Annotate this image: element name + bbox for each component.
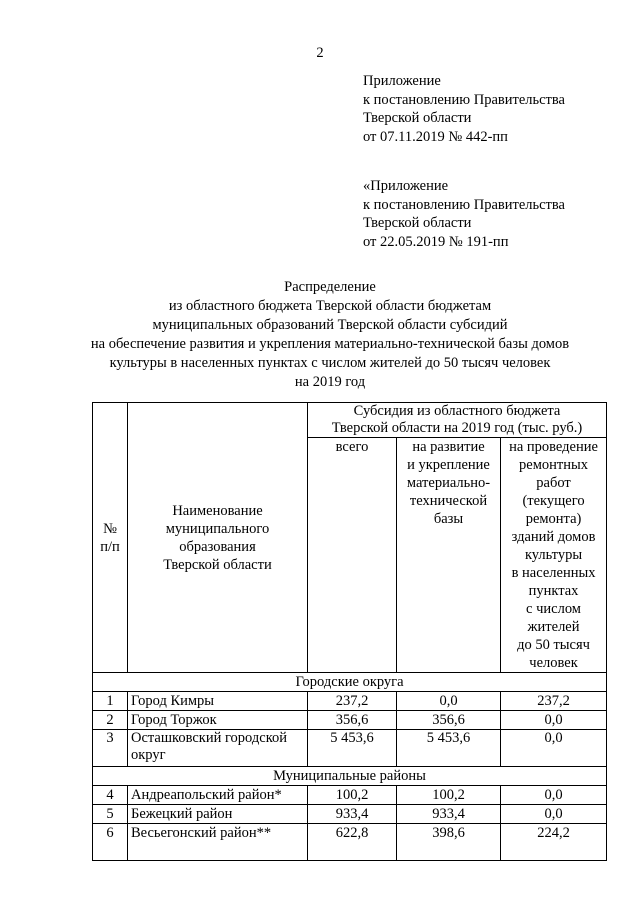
cell-number: 1: [93, 692, 128, 711]
title-line: муниципальных образований Тверской области субсидий: [152, 317, 508, 333]
appendix-line: к постановлению Правительства: [363, 91, 565, 108]
header-municipality: [128, 403, 308, 673]
subsidy-distribution-table: [92, 402, 607, 861]
title-line: Распределение: [284, 279, 376, 295]
cell-total: 237,2: [308, 692, 397, 711]
cell-development: 933,4: [397, 805, 501, 824]
section-title: Городские округа: [93, 673, 607, 692]
header-subsidy: [308, 403, 607, 438]
section-title: Муниципальные районы: [93, 767, 607, 786]
table-header-row: [93, 403, 607, 438]
cell-number: 2: [93, 711, 128, 730]
appendix-header-current: [363, 72, 565, 146]
header-municipality-label: Наименование муниципального образования Тверской области: [163, 502, 272, 573]
cell-development: 100,2: [397, 786, 501, 805]
title-line: культуры в населенных пунктах с числом жителей до 50 тысяч человек: [109, 355, 551, 371]
header-development: [397, 438, 501, 673]
cell-repair: 0,0: [501, 805, 607, 824]
cell-total: 5 453,6: [308, 730, 397, 767]
appendix-line: «Приложение: [363, 178, 449, 194]
table-row: [93, 805, 607, 824]
table-row: [93, 786, 607, 805]
cell-municipality: Город Торжок: [128, 711, 308, 730]
appendix-line: от 22.05.2019 № 191-пп: [363, 233, 509, 250]
table-row: [93, 711, 607, 730]
cell-number: 6: [93, 824, 128, 861]
title-line: на 2019 год: [294, 374, 366, 390]
section-row: [93, 767, 607, 786]
cell-number: 4: [93, 786, 128, 805]
cell-municipality: Андреапольский район*: [128, 786, 308, 805]
cell-municipality: Город Кимры: [128, 692, 308, 711]
appendix-line: Приложение: [363, 73, 441, 89]
cell-development: 5 453,6: [397, 730, 501, 767]
cell-municipality: Бежецкий район: [128, 805, 308, 824]
cell-repair: 0,0: [501, 786, 607, 805]
header-subsidy-label: Субсидия из областного бюджета Тверской области на 2019 год (тыс. руб.): [331, 403, 583, 436]
header-number: [93, 403, 128, 673]
header-development-label: на развитие и укрепление материально- технической базы: [406, 439, 491, 527]
cell-municipality: Весьегонский район**: [128, 824, 308, 861]
section-row: [93, 673, 607, 692]
appendix-line: Тверской области: [363, 215, 472, 231]
cell-repair: 0,0: [501, 711, 607, 730]
table-row: [93, 730, 607, 767]
cell-development: 0,0: [397, 692, 501, 711]
cell-municipality: Осташковский городской округ: [128, 730, 308, 767]
cell-development: 356,6: [397, 711, 501, 730]
header-total-label: всего: [335, 439, 369, 455]
appendix-line: Тверской области: [363, 110, 472, 126]
title-line: на обеспечение развития и укрепления материально-технической базы домов: [90, 336, 570, 352]
cell-development: 398,6: [397, 824, 501, 861]
cell-number: 5: [93, 805, 128, 824]
cell-total: 933,4: [308, 805, 397, 824]
title-line: из областного бюджета Тверской области бюджетам: [168, 298, 492, 314]
cell-total: 356,6: [308, 711, 397, 730]
cell-repair: 224,2: [501, 824, 607, 861]
cell-number: 3: [93, 730, 128, 767]
cell-total: 100,2: [308, 786, 397, 805]
header-number-label: № п/п: [100, 520, 120, 555]
header-repair-label: на проведение ремонтных работ (текущего ремонта) зданий домов культуры в населенных пунктах с числом жителей до 50 тысяч человек: [509, 439, 598, 671]
header-repair: [501, 438, 607, 673]
appendix-line: от 07.11.2019 № 442-пп: [363, 128, 508, 145]
header-total: [308, 438, 397, 673]
cell-repair: 0,0: [501, 730, 607, 767]
table-row: [93, 692, 607, 711]
cell-repair: 237,2: [501, 692, 607, 711]
appendix-header-previous: [363, 177, 565, 251]
document-title: [40, 278, 620, 392]
cell-total: 622,8: [308, 824, 397, 861]
appendix-line: к постановлению Правительства: [363, 196, 565, 213]
table-row: [93, 824, 607, 861]
page-number: 2: [316, 45, 324, 61]
